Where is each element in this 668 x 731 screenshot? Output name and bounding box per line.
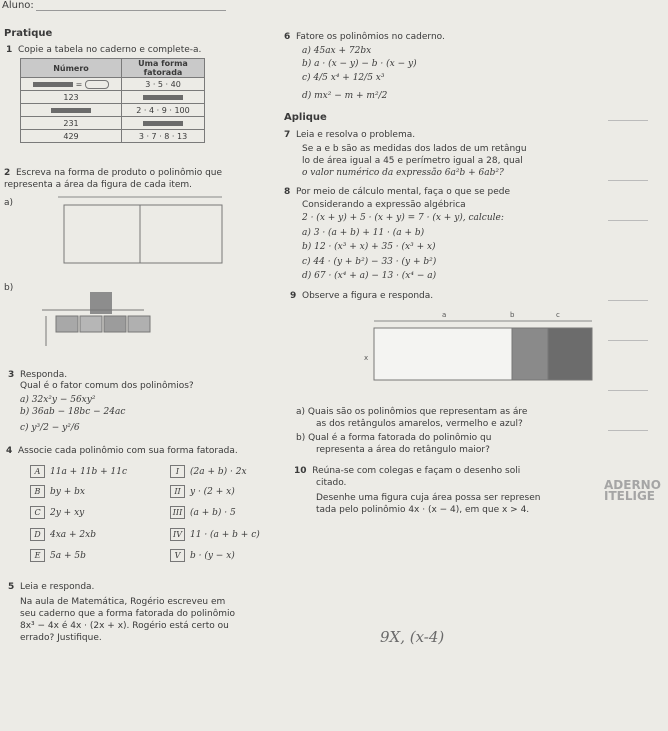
margin-line	[608, 340, 648, 341]
handwritten-answer[interactable]: 9X, (x-4)	[380, 628, 445, 646]
q2-statement	[4, 168, 222, 179]
q5-line: Na aula de Matemática, Rogério escreveu em	[20, 597, 226, 607]
q3-item-a: a) 32x²y − 56xy²	[20, 395, 96, 405]
q9-item-a: a) Quais são os polinômios que representam as áre	[296, 407, 528, 417]
q5-line: seu caderno que a forma fatorada do polinômio	[20, 609, 235, 619]
q9-item-a-cont: as dos retângulos amarelos, vermelho e azul?	[316, 419, 523, 429]
q4-left-b: B by + bx	[30, 485, 85, 498]
q9-number: 9	[290, 291, 297, 301]
table-cell: 3 · 5 · 40	[122, 78, 205, 91]
q1-number: 1	[6, 45, 13, 55]
blank-bar	[143, 121, 183, 126]
table-row	[21, 78, 205, 91]
q4-right-iii: III (a + b) · 5	[170, 506, 236, 519]
q5-title: Leia e responda.	[20, 582, 95, 592]
watermark-stamp: ADERNO ITELIGE	[604, 478, 661, 503]
q10-statement	[294, 466, 520, 477]
q4-left-d: D 4xa + 2xb	[30, 528, 96, 541]
blank-bar	[51, 108, 91, 113]
margin-line	[608, 300, 648, 301]
q10-number: 10	[294, 466, 307, 476]
q5-line: 8x³ − 4x é 4x · (2x + x). Rogério está certo ou	[20, 621, 229, 631]
table-row	[21, 117, 205, 130]
q4-right-i: I (2a + b) · 2x	[170, 465, 247, 478]
q10-line: citado.	[316, 478, 347, 488]
q9-item-b: b) Qual é a forma fatorada do polinômio qu	[296, 433, 492, 443]
q4-right-v: V b · (y − x)	[170, 549, 235, 562]
q4-left-e: E 5a + 5b	[30, 549, 86, 562]
table-cell: =	[21, 78, 122, 91]
table-header: Número	[21, 59, 122, 78]
q5-number: 5	[8, 582, 15, 592]
q5-statement	[8, 582, 94, 593]
q6-item-d: d) mx² − m + m²/2	[302, 91, 388, 101]
margin-line	[608, 180, 648, 181]
q8-number: 8	[284, 187, 291, 197]
q3-statement	[8, 370, 67, 381]
table-row	[21, 91, 205, 104]
section-pratique-heading: Pratique	[4, 28, 53, 39]
q2-item-b-label: b)	[4, 283, 14, 293]
q10-line: Reúna-se com colegas e façam o desenho soli	[312, 466, 521, 476]
q7-line: Leia e resolva o problema.	[296, 130, 416, 140]
figure-label-x: x	[364, 354, 369, 362]
q6-statement	[284, 32, 445, 43]
q3-title: Responda.	[20, 370, 68, 380]
q4-right-ii: II y · (2 + x)	[170, 485, 235, 498]
q8-item-a: a) 3 · (a + b) + 11 · (a + b)	[302, 228, 425, 238]
table-cell: 123	[21, 91, 122, 104]
figure-label-b: b	[510, 311, 515, 319]
q8-item-d: d) 67 · (x⁴ + a) − 13 · (x⁴ − a)	[302, 271, 437, 281]
q6-text: Fatore os polinômios no caderno.	[296, 32, 445, 42]
blank-bar	[143, 95, 183, 100]
q4-text: Associe cada polinômio com sua forma fatorada.	[18, 446, 238, 456]
table-cell	[122, 117, 205, 130]
q8-item-c: c) 44 · (y + b²) − 33 · (y + b²)	[302, 257, 437, 267]
table-cell	[21, 104, 122, 117]
q6-item-a: a) 45ax + 72bx	[302, 46, 372, 56]
q2-item-a-label: a)	[4, 198, 14, 208]
figure-a	[52, 193, 228, 273]
q4-right-iv: IV 11 · (a + b + c)	[170, 528, 260, 541]
q8-line: 2 · (x + y) + 5 · (x + y) = 7 · (x + y), calcule:	[302, 213, 504, 223]
student-name-line[interactable]	[36, 10, 226, 11]
q4-statement	[6, 446, 238, 457]
q9-statement	[290, 291, 433, 302]
student-name-label: Aluno:	[2, 0, 34, 11]
margin-line	[608, 220, 648, 221]
q10-line: tada pelo polinômio 4x · (x − 4), em que x > 4.	[316, 505, 530, 515]
figure-label-a: a	[442, 311, 447, 319]
table-row	[21, 130, 205, 143]
q7-line: lo de área igual a 45 e perímetro igual a 28, qual	[302, 156, 523, 166]
q7-number: 7	[284, 130, 291, 140]
q8-item-b: b) 12 · (x³ + x) + 35 · (x³ + x)	[302, 242, 436, 252]
blank-bar	[33, 82, 73, 87]
q3-item-c: c) y³/2 − y²/6	[20, 423, 80, 433]
q6-item-c: c) 4/5 x⁴ + 12/5 x³	[302, 73, 385, 83]
q3-item-b: b) 36ab − 18bc − 24ac	[20, 407, 126, 417]
table-cell	[122, 91, 205, 104]
margin-line	[608, 390, 648, 391]
q10-line: Desenhe uma figura cuja área possa ser represen	[316, 493, 541, 503]
q9-text: Observe a figura e responda.	[302, 291, 434, 301]
q4-number: 4	[6, 446, 13, 456]
q5-line: errado? Justifique.	[20, 633, 102, 643]
table-cell: 231	[21, 117, 122, 130]
q3-number: 3	[8, 370, 15, 380]
q7-statement	[284, 130, 415, 141]
q6-item-b: b) a · (x − y) − b · (x − y)	[302, 59, 417, 69]
q9-rectangle-figure	[360, 308, 598, 386]
q7-line: o valor numérico da expressão 6a²b + 6ab²?	[302, 168, 504, 178]
q1-statement	[6, 45, 201, 56]
section-aplique-heading: Aplique	[284, 112, 327, 123]
figure-b	[34, 280, 174, 350]
table-cell: 2 · 4 · 9 · 100	[122, 104, 205, 117]
q2-line1: Escreva na forma de produto o polinômio que	[16, 168, 223, 178]
q6-number: 6	[284, 32, 291, 42]
q8-line: Considerando a expressão algébrica	[302, 200, 466, 210]
margin-line	[608, 430, 648, 431]
q4-left-a: A 11a + 11b + 11c	[30, 465, 127, 478]
q7-line: Se a e b são as medidas dos lados de um retângu	[302, 144, 527, 154]
margin-line	[608, 120, 648, 121]
figure-label-c: c	[556, 311, 560, 319]
q2-line2: representa a área da figura de cada item.	[4, 180, 193, 190]
table-row	[21, 104, 205, 117]
q4-left-c: C 2y + xy	[30, 506, 84, 519]
q2-number: 2	[4, 168, 11, 178]
table-cell: 3 · 7 · 8 · 13	[122, 130, 205, 143]
q8-statement	[284, 187, 510, 198]
q1-text: Copie a tabela no caderno e complete-a.	[18, 45, 202, 55]
table-header: Uma forma fatorada	[122, 59, 205, 78]
q9-item-b-cont: representa a área do retângulo maior?	[316, 445, 490, 455]
q3-question: Qual é o fator comum dos polinômios?	[20, 381, 194, 391]
factored-numbers-table	[20, 58, 205, 143]
q8-line: Por meio de cálculo mental, faça o que se pede	[296, 187, 510, 197]
table-cell: 429	[21, 130, 122, 143]
